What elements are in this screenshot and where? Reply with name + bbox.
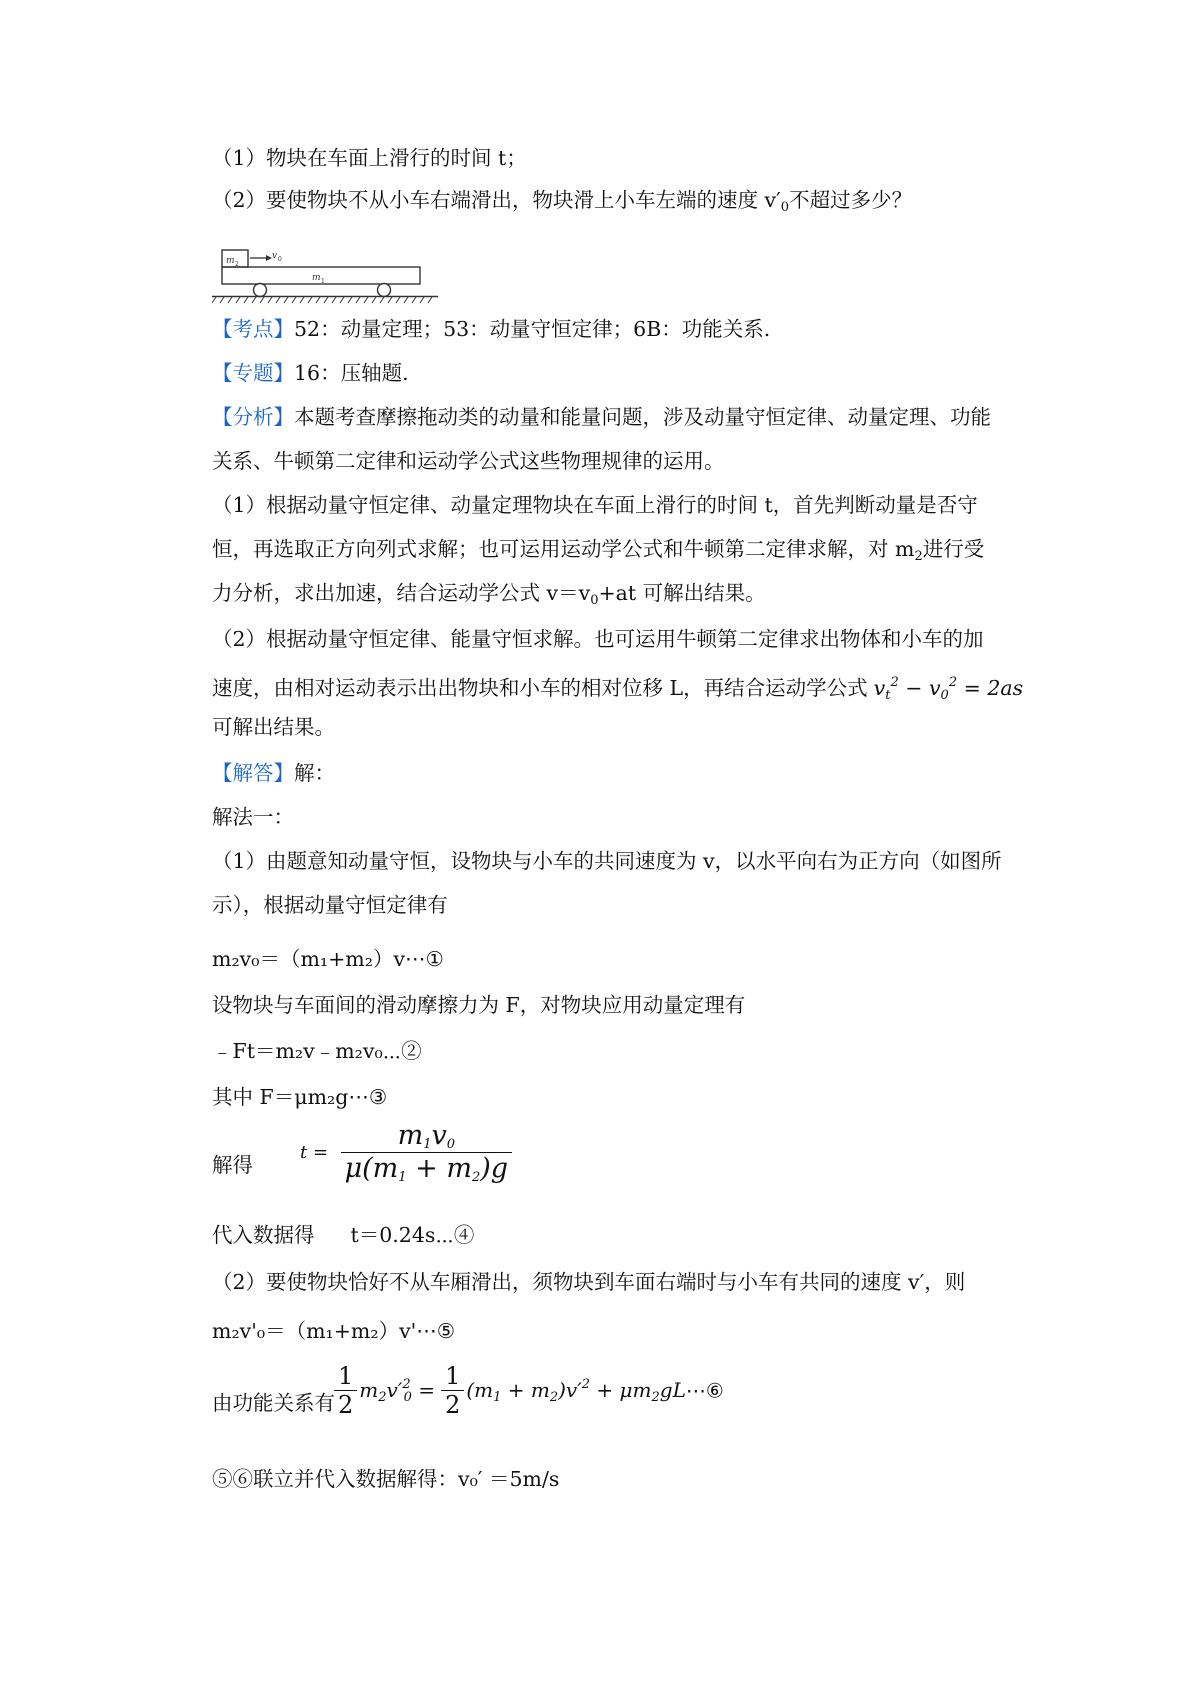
question-1: （1）物块在车面上滑行的时间 t； bbox=[212, 146, 527, 170]
velocity-label-sub: 0 bbox=[278, 256, 282, 263]
jieda-line bbox=[212, 758, 335, 788]
question-2 bbox=[212, 185, 912, 223]
time-result: t＝0.24s⋯④ bbox=[350, 1223, 475, 1247]
analysis-2-line-2 bbox=[212, 668, 1023, 711]
analysis-1-line-3 bbox=[212, 578, 766, 616]
solution-2-line-1: （2）要使物块恰好不从车厢滑出，须物块到车面右端时与小车有共同的速度 v′，则 bbox=[212, 1270, 966, 1294]
solution-1-line-2: 示），根据动量守恒定律有 bbox=[212, 893, 448, 917]
question-2-tail: 不超过多少？ bbox=[789, 188, 913, 212]
block-label-sub: 2 bbox=[235, 261, 239, 268]
velocity-label: v bbox=[272, 251, 278, 261]
method-1-heading: 解法一： bbox=[212, 805, 294, 829]
analysis-1-line-2-tail: 进行受 bbox=[922, 537, 985, 561]
time-fraction: $\frac{m_1v_0}{\mu(m_1 + m_2)g}$ bbox=[341, 1120, 512, 1185]
analysis-1-line-2 bbox=[212, 534, 984, 572]
analysis-1-line-3b: +at 可解出结果。 bbox=[598, 581, 766, 605]
friction-statement: 设物块与车面间的滑动摩擦力为 F，对物块应用动量定理有 bbox=[212, 993, 746, 1017]
time-formula: t = $\frac{m_1v_0}{\mu(m_1 + m_2)g}$ bbox=[300, 1120, 518, 1185]
analysis-2-line-2-text: 速度，由相对运动表示出出物块和小车的相对位移 L，再结合运动学公式 bbox=[212, 676, 868, 700]
equation-1-rhs: （m₁+m₂）v⋯① bbox=[279, 947, 444, 971]
analysis-1-line-3a: 力分析，求出加速，结合运动学公式 v＝v bbox=[212, 581, 591, 605]
kaodian-line bbox=[212, 314, 770, 344]
substitute-line bbox=[212, 1220, 474, 1250]
final-answer: ⑤⑥联立并代入数据解得：v₀′ ＝5m/s bbox=[212, 1467, 560, 1491]
energy-label: 由功能关系有 bbox=[212, 1391, 335, 1415]
cart-label: m bbox=[312, 273, 321, 283]
cart-label-sub: 1 bbox=[321, 278, 325, 285]
cart-block-diagram bbox=[212, 246, 438, 304]
jieda-tag: 【解答】 bbox=[212, 761, 294, 785]
analysis-2-line-3: 可解出结果。 bbox=[212, 715, 335, 739]
solve-label: 解得 bbox=[212, 1153, 253, 1177]
question-2-sub: 0 bbox=[780, 200, 790, 215]
fenxi-text-1: 本题考查摩擦拖动类的动量和能量问题，涉及动量守恒定律、动量定理、功能 bbox=[294, 405, 991, 429]
fenxi-line-1 bbox=[212, 402, 991, 432]
kaodian-text: 52：动量定理；53：动量守恒定律；6B：功能关系. bbox=[294, 317, 771, 341]
analysis-1-line-2-sub: 2 bbox=[914, 549, 923, 564]
analysis-2-line-1: （2）根据动量守恒定律、能量守恒求解。也可运用牛顿第二定律求出物体和小车的加 bbox=[212, 627, 984, 651]
kaodian-tag: 【考点】 bbox=[212, 317, 294, 341]
analysis-1-line-1: （1）根据动量守恒定律、动量定理物块在车面上滑行的时间 t，首先判断动量是否守 bbox=[212, 493, 978, 517]
fenxi-line-2: 关系、牛顿第二定律和运动学公式这些物理规律的运用。 bbox=[212, 449, 725, 473]
substitute-label: 代入数据得 bbox=[212, 1223, 315, 1247]
jieda-text: 解： bbox=[294, 761, 335, 785]
question-2-text: （2）要使物块不从小车右端滑出，物块滑上小车左端的速度 v′ bbox=[212, 188, 781, 212]
equation-1-lhs: m₂v₀＝ bbox=[212, 947, 280, 971]
equation-1 bbox=[212, 944, 444, 974]
zhuanti-tag: 【专题】 bbox=[212, 361, 294, 385]
energy-equation: $\frac{1}{2}$ $m_2v'^2_0$ = $\frac{1}{2}$ $(m_1 + m_2)v'^2$ + $\mu m_2gL\cdots ⑥$ bbox=[334, 1362, 724, 1419]
zhuanti-line bbox=[212, 358, 409, 388]
equation-2: ﹣Ft＝m₂v﹣m₂v₀⋯② bbox=[212, 1039, 422, 1063]
analysis-1-line-2-text: 恒，再选取正方向列式求解；也可运用运动学公式和牛顿第二定律求解，对 m bbox=[212, 537, 915, 561]
fenxi-tag: 【分析】 bbox=[212, 405, 294, 429]
kinematics-formula: $v_t^2 - v_0^2 = 2as$ bbox=[873, 675, 1024, 703]
equation-5: m₂v'₀＝（m₁+m₂）v'⋯⑤ bbox=[212, 1319, 456, 1343]
equation-3: 其中 F＝μm₂g⋯③ bbox=[212, 1085, 388, 1109]
analysis-1-line-3-sub: 0 bbox=[590, 593, 599, 608]
solution-1-line-1: （1）由题意知动量守恒，设物块与小车的共同速度为 v，以水平向右为正方向（如图所 bbox=[212, 849, 1002, 873]
zhuanti-text: 16：压轴题. bbox=[294, 361, 409, 385]
block-label: m bbox=[226, 256, 235, 266]
